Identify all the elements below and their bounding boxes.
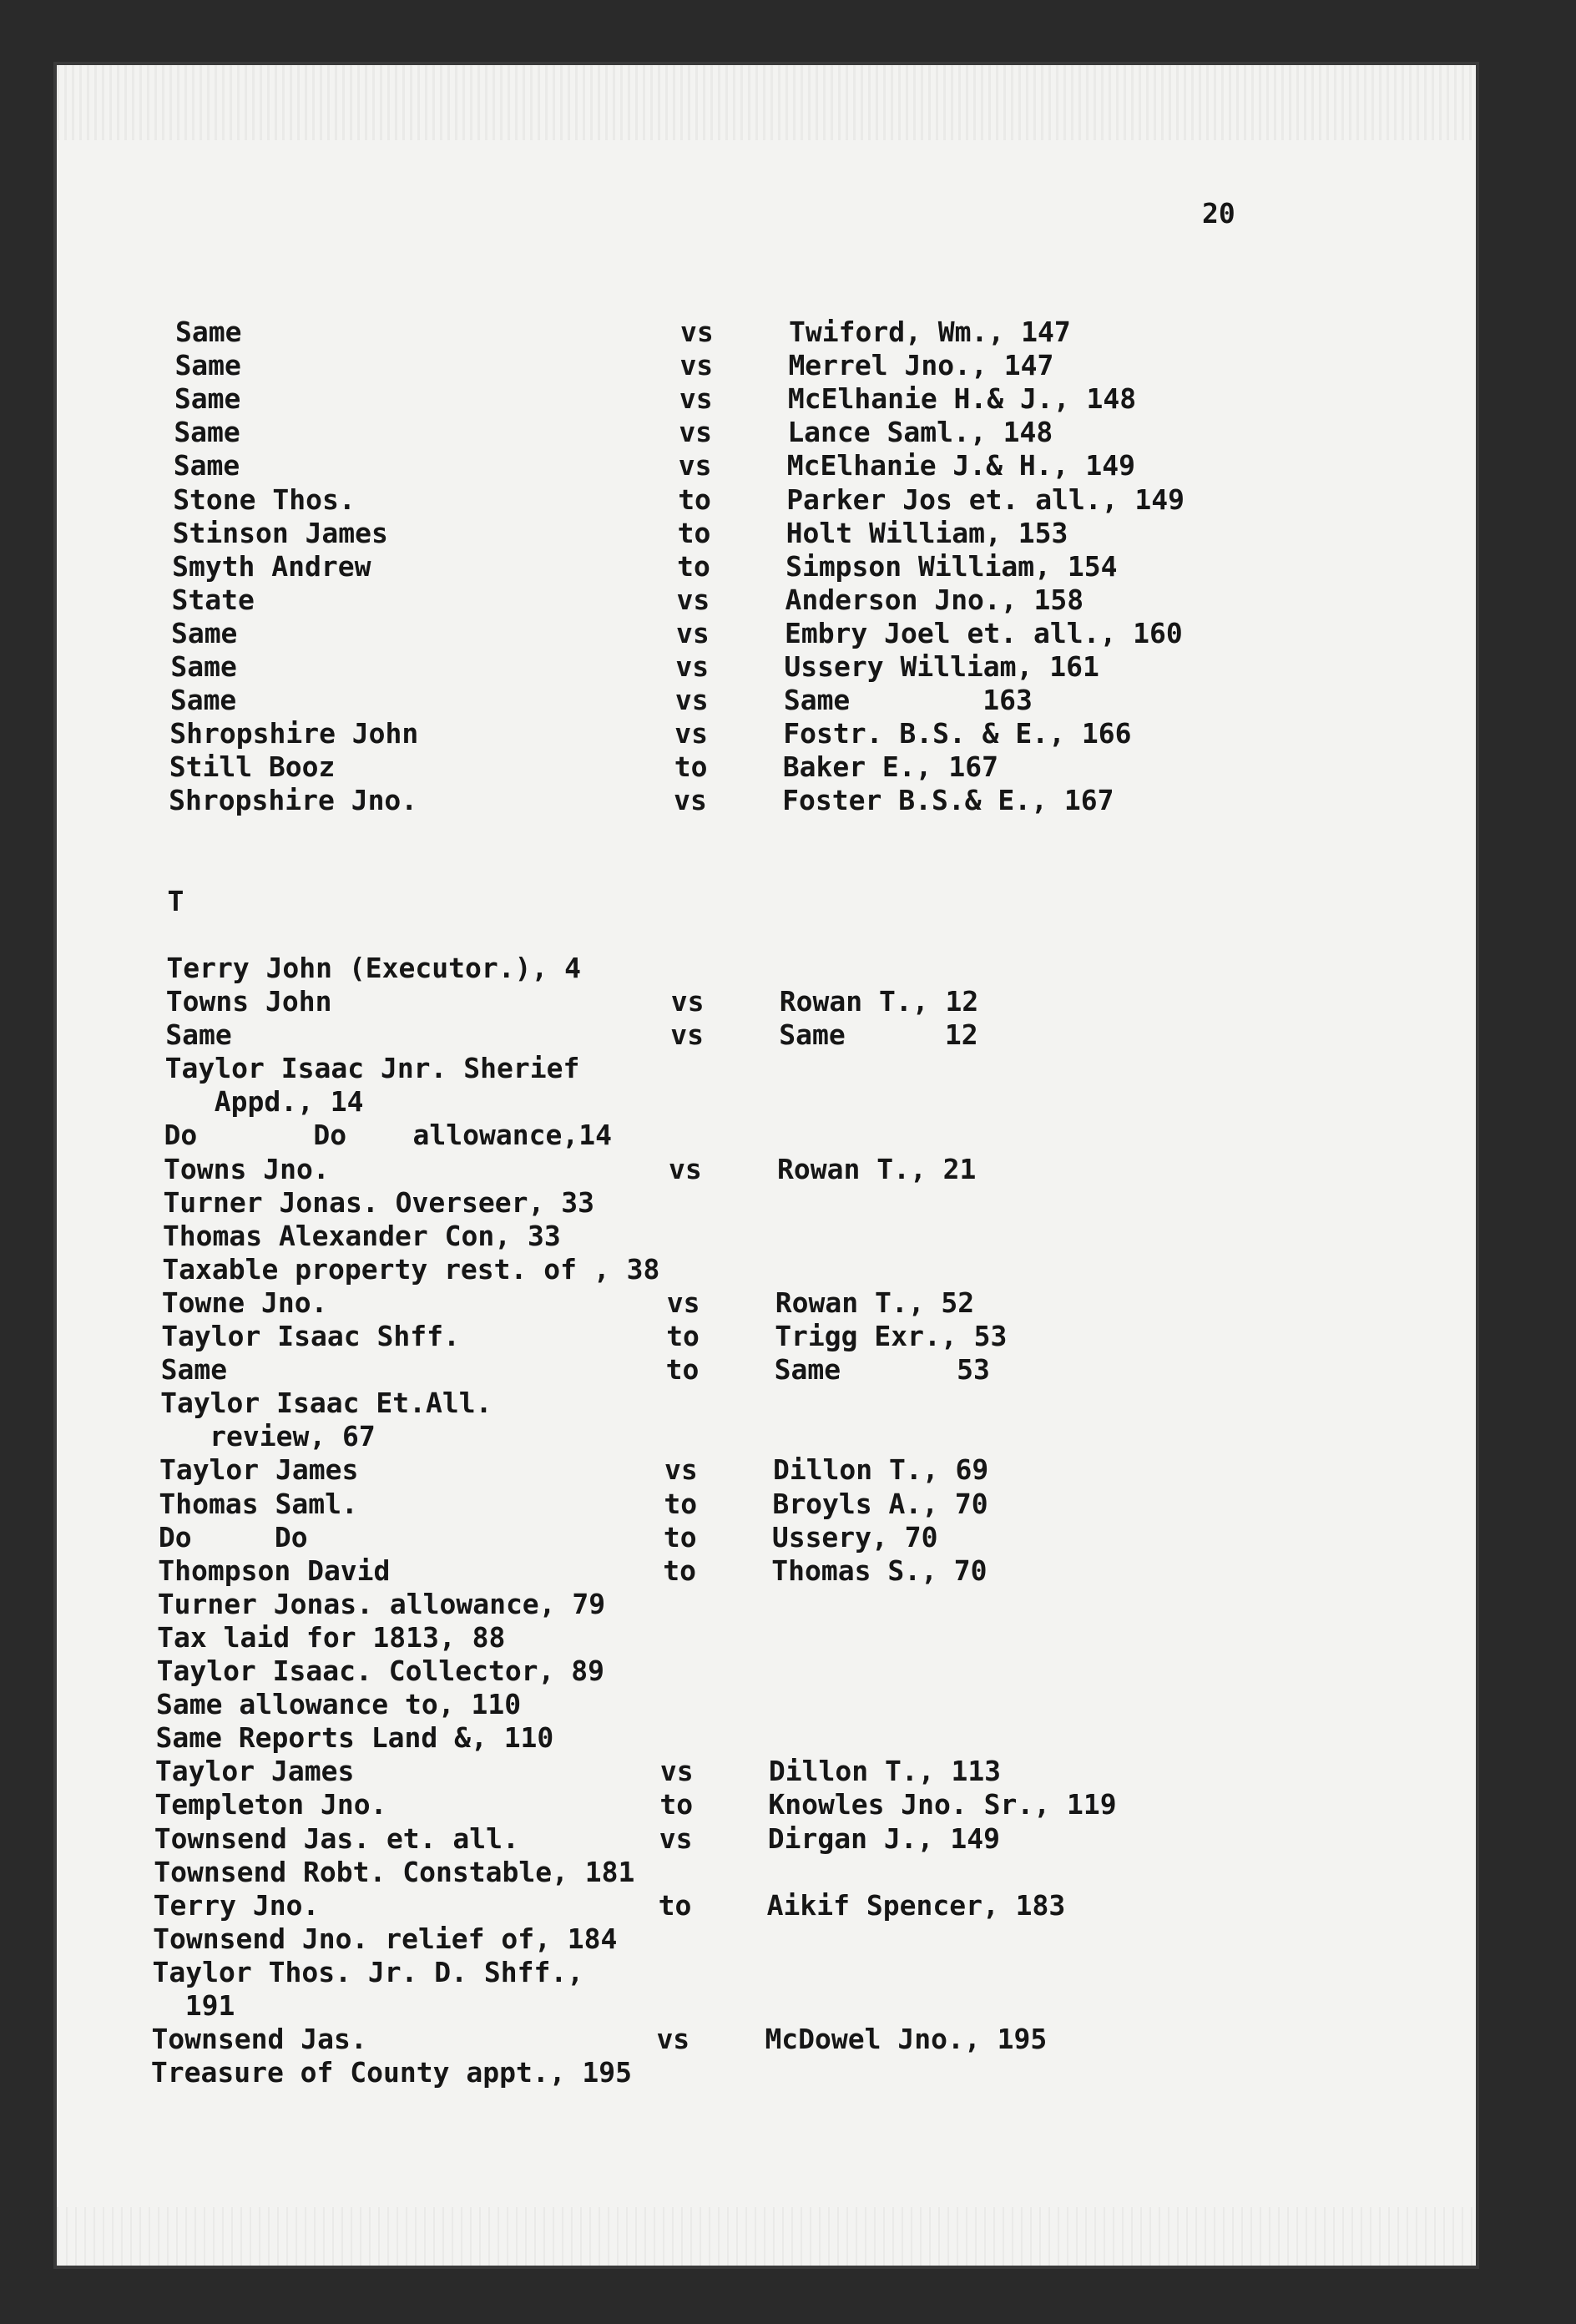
entry-party: Knowles Jno. Sr., 119 xyxy=(768,1788,1117,1821)
index-row xyxy=(173,517,1425,550)
index-row xyxy=(158,1554,1410,1588)
entry-name: Towns Jno. xyxy=(164,1152,330,1185)
entry-party: Embry Joel et. all., 160 xyxy=(784,616,1183,649)
entry-name: Turner Jonas. allowance, 79 xyxy=(157,1587,606,1620)
entry-name: Townsend Jas. xyxy=(151,2023,367,2056)
entry-relation: vs xyxy=(675,650,710,683)
index-row xyxy=(174,449,1426,482)
entry-relation: to xyxy=(663,1554,697,1587)
entry-name: Same xyxy=(174,416,240,449)
entry-name: Same xyxy=(170,616,238,649)
index-row xyxy=(153,1956,1405,1989)
index-row xyxy=(174,349,1427,382)
entry-party: Broyls A., 70 xyxy=(772,1487,988,1520)
index-row xyxy=(172,550,1424,584)
entry-party: Dirgan J., 149 xyxy=(767,1821,1000,1855)
index-row xyxy=(152,1989,1404,2023)
index-row xyxy=(172,584,1424,617)
index-row xyxy=(170,650,1422,684)
entry-relation: vs xyxy=(670,1018,704,1052)
index-row xyxy=(164,1119,1417,1152)
entry-name: Taylor James xyxy=(154,1755,355,1788)
entry-party: Rowan T., 21 xyxy=(777,1152,977,1185)
entry-name: Townsend Robt. Constable, 181 xyxy=(154,1855,635,1888)
entry-name: Same xyxy=(169,684,237,717)
index-row xyxy=(162,1253,1414,1286)
index-row xyxy=(165,1052,1417,1085)
entry-relation: vs xyxy=(679,382,713,416)
entry-name: Smyth Andrew xyxy=(172,549,371,583)
index-row xyxy=(168,851,1420,885)
entry-name: Same allowance to, 110 xyxy=(156,1688,522,1721)
index-row xyxy=(164,1085,1417,1119)
entry-name: Terry John (Executor.), 4 xyxy=(166,951,582,984)
entry-relation: to xyxy=(678,482,711,516)
index-row xyxy=(159,1453,1412,1487)
entry-party: Parker Jos et. all., 149 xyxy=(786,482,1185,516)
entry-name: Do Do allowance,14 xyxy=(164,1119,612,1152)
entry-name: Stinson James xyxy=(172,516,388,549)
index-row xyxy=(156,1688,1408,1721)
index-row xyxy=(155,1755,1407,1788)
entry-party: McDowel Jno., 195 xyxy=(765,2023,1048,2056)
entry-name: Tax laid for 1813, 88 xyxy=(157,1620,506,1654)
entry-party: Foster B.S.& E., 167 xyxy=(782,784,1114,817)
entry-name: Taylor Isaac Et.All. xyxy=(160,1387,492,1420)
entry-relation: vs xyxy=(674,717,709,750)
entry-party: McElhanie H.& J., 148 xyxy=(787,382,1137,416)
entry-name: Templeton Jno. xyxy=(154,1788,387,1821)
entry-name: Same xyxy=(174,349,241,382)
index-row xyxy=(163,1186,1415,1220)
entry-name: Towne Jno. xyxy=(161,1286,328,1319)
index-row xyxy=(157,1621,1409,1655)
entry-name: Thompson David xyxy=(158,1554,391,1587)
index-row xyxy=(167,885,1419,918)
entry-relation: vs xyxy=(659,1821,693,1855)
index-row xyxy=(159,1521,1411,1554)
index-row xyxy=(151,2023,1403,2056)
entry-relation: vs xyxy=(670,985,705,1018)
index-row xyxy=(171,617,1423,650)
page-number: 20 xyxy=(1202,197,1235,230)
entry-name: Same xyxy=(165,1018,232,1052)
entry-relation: to xyxy=(659,1788,694,1821)
entry-party: Dillon T., 113 xyxy=(768,1755,1002,1788)
index-row xyxy=(165,1018,1417,1052)
entry-name: Thomas Alexander Con, 33 xyxy=(162,1219,561,1252)
entry-party: Ussery, 70 xyxy=(771,1520,938,1554)
entry-party: Simpson William, 154 xyxy=(785,549,1118,583)
entry-name: Taxable property rest. of , 38 xyxy=(162,1252,660,1286)
entry-party: Twiford, Wm., 147 xyxy=(789,316,1071,348)
entry-name: Towns John xyxy=(165,985,332,1018)
entry-party: Anderson Jno., 158 xyxy=(785,583,1084,616)
entry-party: Trigg Exr., 53 xyxy=(775,1320,1008,1352)
index-row xyxy=(161,1353,1413,1387)
entry-relation: vs xyxy=(680,316,714,348)
entry-name: review, 67 xyxy=(159,1420,376,1453)
entry-name: Same xyxy=(175,316,242,348)
entry-party: Same 163 xyxy=(783,684,1033,717)
index-row xyxy=(154,1856,1406,1889)
entry-relation: vs xyxy=(664,1453,698,1487)
entry-name: Same xyxy=(174,382,241,416)
entry-relation: vs xyxy=(656,2023,690,2056)
index-row xyxy=(151,2056,1403,2089)
entry-relation: to xyxy=(677,549,710,583)
entry-party: Same 53 xyxy=(774,1353,990,1387)
index-row xyxy=(154,1822,1407,1856)
index-row xyxy=(158,1588,1410,1621)
entry-name: Turner Jonas. Overseer, 33 xyxy=(163,1185,594,1219)
entry-party: Ussery William, 161 xyxy=(784,650,1099,683)
index-row xyxy=(169,818,1421,851)
entry-relation: to xyxy=(664,1487,698,1520)
entry-name: Shropshire John xyxy=(169,717,419,750)
entry-name: T xyxy=(167,884,184,917)
entry-name: State xyxy=(171,583,255,616)
entry-relation: vs xyxy=(669,1152,702,1185)
entry-relation: vs xyxy=(678,449,712,482)
entry-name: Terry Jno. xyxy=(153,1888,320,1922)
entry-name: Taylor Isaac Shff. xyxy=(161,1320,460,1352)
entry-relation: vs xyxy=(674,684,709,717)
index-row xyxy=(175,316,1427,349)
entry-name: Taylor James xyxy=(159,1453,359,1487)
entry-name: Taylor Isaac. Collector, 89 xyxy=(156,1655,605,1687)
index-row xyxy=(169,717,1422,750)
index-row xyxy=(174,382,1427,416)
entry-name: Still Booz xyxy=(169,750,336,784)
index-row xyxy=(154,1788,1407,1821)
entry-party: Lance Saml., 148 xyxy=(787,416,1053,449)
entry-name: Same Reports Land &, 110 xyxy=(155,1721,554,1755)
entry-name: Thomas Saml. xyxy=(159,1487,358,1520)
entry-relation: to xyxy=(677,516,711,549)
index-row xyxy=(159,1488,1411,1521)
entry-name: Townsend Jno. relief of, 184 xyxy=(153,1922,618,1955)
entry-party: Rowan T., 52 xyxy=(775,1286,975,1319)
entry-relation: to xyxy=(666,1320,700,1352)
index-row xyxy=(160,1387,1412,1420)
entry-party: Aikif Spencer, 183 xyxy=(766,1888,1066,1922)
entry-party: Dillon T., 69 xyxy=(772,1453,989,1487)
entry-relation: vs xyxy=(674,784,707,817)
index-row xyxy=(161,1320,1413,1353)
entry-relation: vs xyxy=(679,416,713,449)
entry-party: Baker E., 167 xyxy=(782,750,998,784)
entry-relation: vs xyxy=(676,583,710,616)
entry-name: Townsend Jas. et. all. xyxy=(154,1821,519,1855)
entry-name: Treasure of County appt., 195 xyxy=(150,2056,633,2089)
index-row xyxy=(173,483,1425,517)
entry-name: Taylor Thos. Jr. D. Shff., xyxy=(152,1955,584,1988)
index-row xyxy=(166,985,1418,1018)
index-row xyxy=(170,684,1422,717)
index-row xyxy=(167,918,1419,952)
index-row xyxy=(169,784,1421,817)
entry-party: Holt William, 153 xyxy=(785,516,1068,549)
index-row xyxy=(174,416,1426,449)
entry-name: Appd., 14 xyxy=(164,1085,364,1119)
index-row xyxy=(157,1655,1409,1688)
index-row xyxy=(166,952,1418,985)
entry-relation: vs xyxy=(666,1286,700,1319)
entry-relation: to xyxy=(663,1520,697,1554)
index-row xyxy=(162,1286,1414,1320)
entry-relation: to xyxy=(658,1888,692,1922)
index-row xyxy=(164,1153,1416,1186)
entry-name: Same xyxy=(173,449,240,482)
entry-name: Taylor Isaac Jnr. Sherief xyxy=(164,1052,580,1085)
entry-relation: vs xyxy=(679,349,714,382)
entry-relation: vs xyxy=(675,616,710,649)
entry-party: Merrel Jno., 147 xyxy=(788,349,1054,382)
entry-name: Same xyxy=(170,650,237,683)
index-row xyxy=(153,1922,1405,1956)
entry-name: Do Do xyxy=(158,1520,308,1554)
entry-relation: vs xyxy=(659,1755,694,1788)
entry-name: 191 xyxy=(152,1989,235,2022)
entry-party: Fostr. B.S. & E., 166 xyxy=(783,717,1132,750)
entry-relation: to xyxy=(665,1353,700,1387)
index-row xyxy=(169,750,1422,784)
index-row xyxy=(154,1889,1406,1922)
entry-name: Shropshire Jno. xyxy=(169,784,418,817)
index-row xyxy=(163,1220,1415,1253)
document-page xyxy=(57,65,1476,2266)
entry-relation: to xyxy=(674,750,708,784)
entry-party: Same 12 xyxy=(779,1018,978,1052)
entry-party: Thomas S., 70 xyxy=(771,1554,988,1587)
entry-name: Same xyxy=(160,1353,228,1387)
entry-name: Stone Thos. xyxy=(173,482,356,516)
entry-party: McElhanie J.& H., 149 xyxy=(786,449,1135,482)
index-row xyxy=(155,1721,1407,1755)
entry-party: Rowan T., 12 xyxy=(779,985,979,1018)
index-row xyxy=(160,1420,1412,1453)
